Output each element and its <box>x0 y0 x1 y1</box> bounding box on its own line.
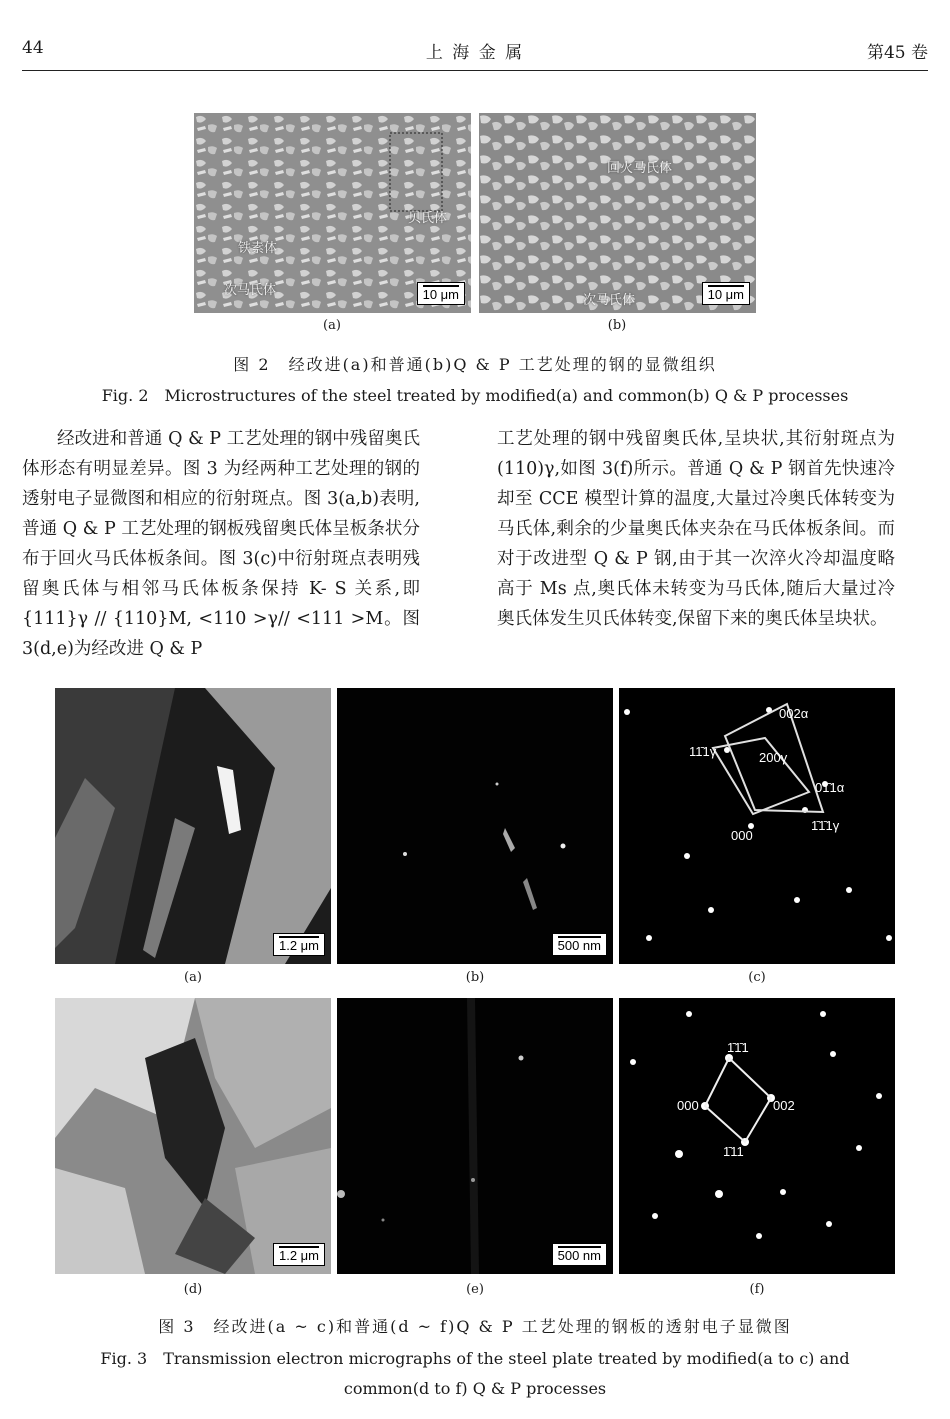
body-right-column <box>497 424 895 634</box>
fig3c-spot-200g: 200γ <box>759 750 788 765</box>
fig3a-scale-bar: 1.2 μm <box>273 933 325 956</box>
fig3a-label: (a) <box>184 970 202 985</box>
fig2b-micrograph <box>479 113 756 313</box>
fig3f-diffraction <box>619 998 895 1274</box>
fig2b-label: (b) <box>607 318 627 333</box>
body-right-paragraph: 工艺处理的钢中残留奥氏体,呈块状,其衍射斑点为(110)γ,如图 3(f)所示。普通 Q & P 钢首先快速冷却至 CCE 模型计算的温度,大量过冷奥氏体转变为马氏体,剩余的少量奥氏体夹杂在马氏体板条间。而对于改进型 Q & P 钢,由于其一次淬火冷却温度略高于 Ms 点,奥氏体未转变为马氏体,随后大量过冷奥氏体发生贝氏体转变,保留下来的奥氏体呈块状。 <box>497 429 895 629</box>
fig3f-spot-1-1-1: 1̄1̄1 <box>727 1040 749 1055</box>
fig3b-texture <box>337 688 613 964</box>
fig2b-tempered-martensite-label: 回火马氏体 <box>607 161 673 176</box>
page-number: 44 <box>22 38 44 58</box>
fig3-caption-en-line1: Fig. 3 Transmission electron micrographs of the steel plate treated by modified(a to c) and <box>100 1349 850 1368</box>
fig3a-texture <box>55 688 331 964</box>
fig2b-scale-bar: 10 μm <box>702 282 750 305</box>
fig2a-label: (a) <box>323 318 341 333</box>
volume-label: 第45 卷 <box>866 43 928 63</box>
fig3b-micrograph <box>337 688 613 964</box>
fig3c-label: (c) <box>748 970 766 985</box>
body-left-column <box>22 424 420 664</box>
body-left-paragraph: 经改进和普通 Q & P 工艺处理的钢中残留奥氏体形态有明显差异。图 3 为经两种工艺处理的钢的透射电子显微图和相应的衍射斑点。图 3(a,b)表明,普通 Q & P 工艺处理的钢板残留奥氏体呈板条状分布于回火马氏体板条间。图 3(c)中衍射斑点表明残留奥氏体与相邻马氏体板条保持 K- S 关系,即 {111}γ // {110}M, <110 >γ// <111 >M。图 3(d,e)为经改进 Q & P <box>22 429 420 659</box>
fig3d-label: (d) <box>183 1282 203 1297</box>
fig3e-texture <box>337 998 613 1274</box>
header-rule <box>22 70 928 71</box>
fig3b-scale-bar: 500 nm <box>552 933 607 956</box>
fig3-caption-cn: 图 3 经改进(a ~ c)和普通(d ~ f)Q & P 工艺处理的钢板的透射电子显微图 <box>158 1317 792 1336</box>
fig3c-spot-01-1a: 01̄1α <box>815 780 845 795</box>
fig3f-spot-1-11: 1̄11 <box>723 1144 744 1159</box>
journal-title: 上 海 金 属 <box>425 43 525 63</box>
fig3e-label: (e) <box>466 1282 484 1297</box>
fig3-caption-en-line2: common(d to f) Q & P processes <box>343 1379 607 1398</box>
fig3b-label: (b) <box>465 970 485 985</box>
fig3f-spot-002: 002 <box>773 1098 795 1113</box>
fig2a-scale-bar: 10 μm <box>417 282 465 305</box>
fig2a-micrograph <box>194 113 471 313</box>
fig3f-pattern <box>619 998 895 1274</box>
fig3e-micrograph <box>337 998 613 1274</box>
fig3f-spot-000: 000 <box>677 1098 699 1113</box>
fig3d-texture <box>55 998 331 1274</box>
fig3d-micrograph <box>55 998 331 1274</box>
fig2a-ferrite-label: 铁素体 <box>238 241 278 256</box>
fig3c-spot-000: 000 <box>731 828 753 843</box>
fig2a-martensite-label: 次马氏体 <box>224 283 277 298</box>
fig2b-martensite-label: 次马氏体 <box>583 293 636 308</box>
fig3c-diffraction <box>619 688 895 964</box>
fig3c-spot-1-1-1g: 1̄1̄1γ <box>811 818 840 833</box>
fig2-caption-en: Fig. 2 Microstructures of the steel treated by modified(a) and common(b) Q & P processes <box>101 386 849 405</box>
fig3e-scale-bar: 500 nm <box>552 1243 607 1266</box>
fig3a-micrograph <box>55 688 331 964</box>
fig3c-spot-11-1g: 11̄1γ <box>689 744 717 759</box>
fig2a-bainite-label: 贝氏体 <box>408 211 448 226</box>
fig2-caption-cn: 图 2 经改进(a)和普通(b)Q & P 工艺处理的钢的显微组织 <box>233 355 717 374</box>
fig3c-pattern <box>619 688 895 964</box>
fig3d-scale-bar: 1.2 μm <box>273 1243 325 1266</box>
fig3c-spot-002a: 002α <box>779 706 809 721</box>
fig3f-label: (f) <box>749 1282 765 1297</box>
